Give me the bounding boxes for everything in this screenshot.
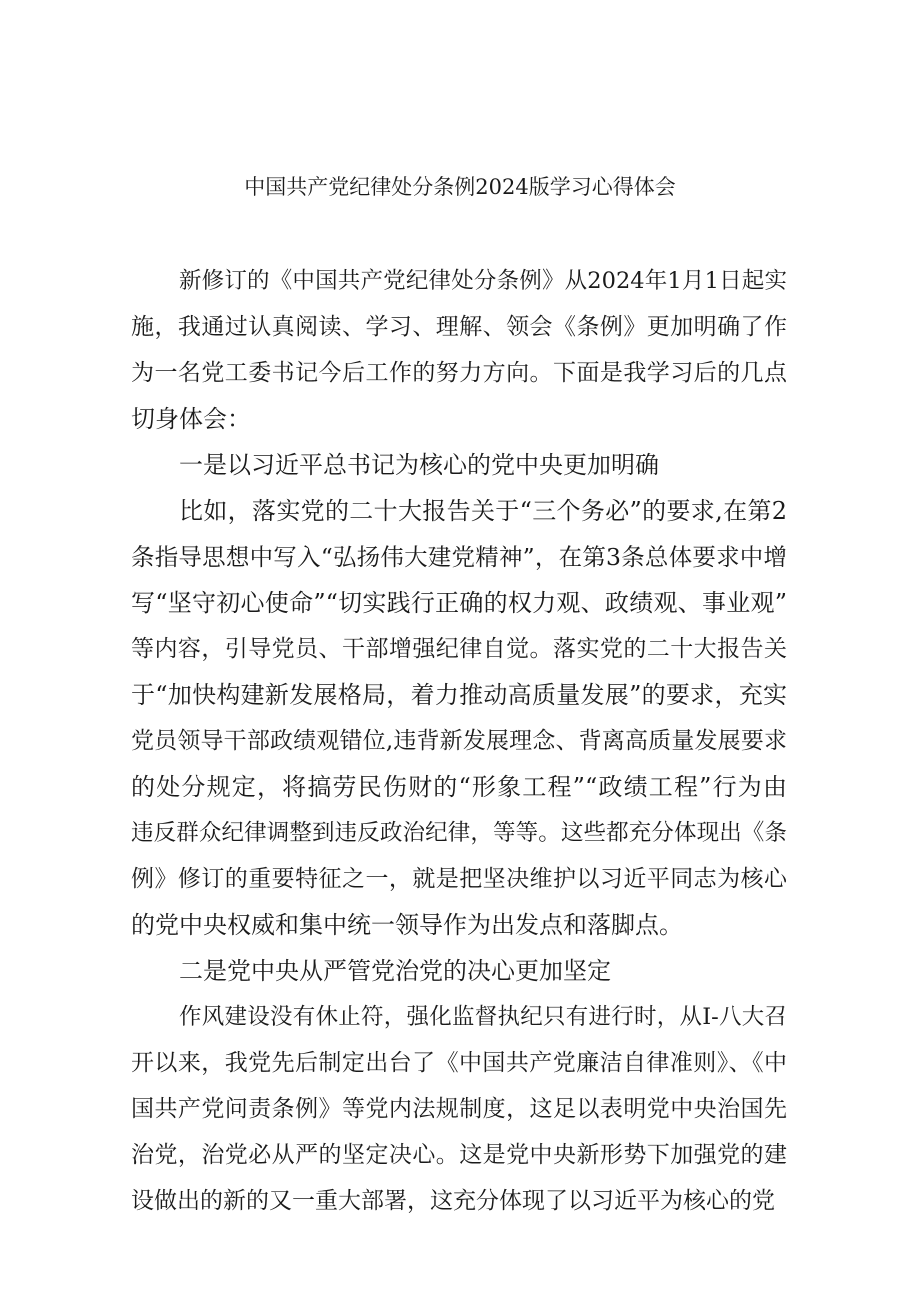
text-line: 治党，治党必从严的坚定决心。这是党中央新形势下加强党的建 bbox=[131, 1142, 787, 1168]
text-line: 新修订的《中国共产党纪律处分条例》从2024年1月1日起实 bbox=[179, 268, 787, 294]
text-line: 开以来，我党先后制定出台了《中国共产党廉洁自律准则》、《中 bbox=[131, 1050, 787, 1076]
text-line: 的处分规定，将搞劳民伤财的“形象工程”“政绩工程”行为由 bbox=[131, 773, 787, 801]
text-line: 切身体会： bbox=[131, 405, 251, 433]
text-line: 条指导思想中写入“弘扬伟大建党精神”，在第3条总体要求中增 bbox=[131, 543, 787, 571]
text-line: 的党中央权威和集中统一领导作为出发点和落脚点。 bbox=[131, 911, 683, 939]
text-line: 写“坚守初心使命”“切实践行正确的权力观、政绩观、事业观” bbox=[131, 589, 787, 617]
text-line: 作风建设没有休止符，强化监督执纪只有进行时，从I-八大召 bbox=[179, 1004, 787, 1030]
text-line: 党员领导干部政绩观错位,违背新发展理念、背离高质量发展要求 bbox=[131, 728, 787, 754]
text-line: 于“加快构建新发展格局，着力推动高质量发展”的要求，充实 bbox=[131, 681, 787, 709]
document-body bbox=[131, 258, 787, 1224]
text-line: 比如，落实党的二十大报告关于“三个务必”的要求,在第2 bbox=[179, 497, 787, 525]
text-line: 为一名党工委书记今后工作的努力方向。下面是我学习后的几点 bbox=[131, 360, 787, 386]
document-title: 中国共产党纪律处分条例2024版学习心得体会 bbox=[244, 175, 676, 199]
text-line: 二是党中央从严管党治党的决心更加坚定 bbox=[179, 957, 611, 985]
text-line: 违反群众纪律调整到违反政治纪律，等等。这些都充分体现出《条 bbox=[131, 820, 787, 846]
text-line: 一是以习近平总书记为核心的党中央更加明确 bbox=[179, 451, 659, 479]
text-line: 施，我通过认真阅读、学习、理解、领会《条例》更加明确了作 bbox=[131, 314, 787, 340]
text-line: 例》修订的重要特征之一，就是把坚决维护以习近平同志为核心 bbox=[131, 866, 787, 892]
text-line: 国共产党问责条例》等党内法规制度，这足以表明党中央治国先 bbox=[131, 1096, 787, 1122]
text-line: 设做出的新的又一重大部署，这充分体现了以习近平为核心的党 bbox=[131, 1188, 775, 1214]
text-line: 等内容，引导党员、干部增强纪律自觉。落实党的二十大报告关 bbox=[131, 636, 787, 662]
